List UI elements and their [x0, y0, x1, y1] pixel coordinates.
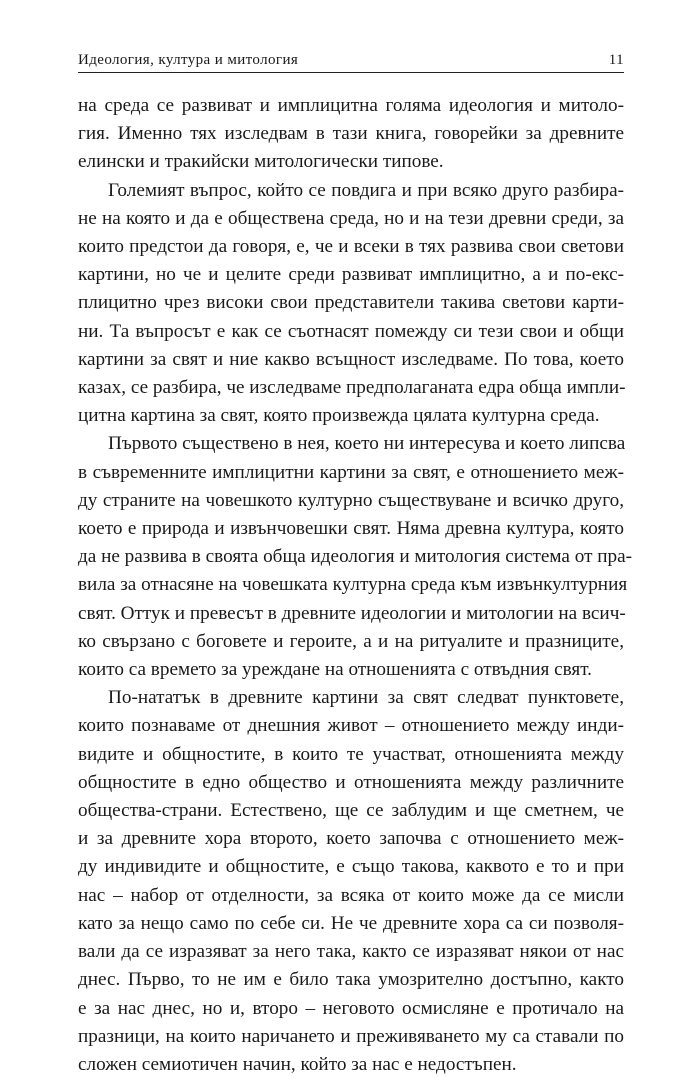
- paragraph: [78, 430, 633, 684]
- text-line: Първото съществено в нея, което ни интересува и което липсва: [108, 433, 626, 455]
- text-line: казах, се разбира, че изследваме предполаганата едра обща импли-: [78, 377, 626, 399]
- text-line: ни. Та въпросът е как се съотнасят помежду си тези свои и общи: [78, 320, 624, 342]
- text-line: По-нататък в древните картини за свят следват пунктовете,: [108, 687, 624, 709]
- text-line: което е природа и извънчовешки свят. Няма древна култура, която: [78, 518, 624, 540]
- text-line: общностите в едно общество и отношенията между различните: [78, 771, 624, 793]
- text-line: празници, на които наричането и преживяването му са ставали по: [78, 1025, 624, 1047]
- text-line: вали да се изразяват за него така, както се изразяват някои от нас: [78, 941, 624, 963]
- text-line: е за нас днес, но и, второ – неговото осмисляне е протичало на: [78, 997, 624, 1019]
- text-line: елински и тракийски митологически типове.: [78, 151, 444, 173]
- text-line: ду страните на човешкото културно съществуване и всичко друго,: [78, 489, 624, 511]
- text-line: вила за отнасяне на човешката културна среда към извънкултурния: [78, 574, 628, 596]
- text-line: ко свързано с боговете и героите, а и на ритуалите и празниците,: [78, 630, 624, 652]
- text-line: гия. Именно тях изследвам в тази книга, говорейки за древните: [78, 123, 624, 145]
- text-line: ду индивидите и общностите, е също такова, каквото е то и при: [78, 856, 624, 878]
- text-line: на среда се развиват и имплицитна голяма идеология и митоло-: [78, 95, 624, 116]
- text-line: Големият въпрос, който се повдига и при всяко друго разбира-: [108, 179, 624, 201]
- text-line: цитна картина за свят, която произвежда цялата културна среда.: [78, 405, 600, 427]
- text-line: да не развива в своята обща идеология и митология система от пра-: [78, 546, 633, 568]
- body-text: [78, 92, 633, 1079]
- page-number: 11: [608, 52, 624, 68]
- text-line: общества-страни. Естествено, ще се заблудим и ще сметнем, че: [78, 800, 624, 822]
- text-line: като за нещо само по себе си. Не че древните хора са си позволя-: [78, 912, 624, 934]
- paragraph: [78, 92, 624, 177]
- text-line: които предстои да говоря, е, че и всеки в тях развива свои светови: [78, 236, 624, 258]
- text-line: в съвременните имплицитни картини за свят, е отношението меж-: [78, 461, 624, 483]
- text-line: и за древните хора второто, което започва с отношението меж-: [78, 828, 624, 850]
- text-line: сложен семиотичен начин, който за нас е недостъпен.: [78, 1053, 517, 1075]
- text-line: плицитно чрез високи свои представители такива светови карти-: [78, 292, 624, 314]
- text-line: видите и общностите, в които те участват, отношенията между: [78, 743, 624, 765]
- text-line: картини за свят и ние какво всъщност изследваме. По това, което: [78, 348, 624, 370]
- text-line: нас – набор от отделности, за всяка от които може да се мисли: [78, 884, 624, 906]
- text-line: днес. Първо, то не им е било така умозрително достъпно, както: [78, 969, 624, 991]
- text-line: които познаваме от днешния живот – отношението между инди-: [78, 715, 624, 737]
- running-header: [78, 52, 624, 69]
- text-line: картини, но че и целите среди развиват имплицитно, а и по-екс-: [78, 264, 624, 286]
- text-line: свят. Оттук и превесът в древните идеологии и митологии на всич-: [78, 602, 626, 624]
- paragraph: [78, 684, 624, 1079]
- header-rule: [78, 72, 624, 73]
- text-line: които са времето за уреждане на отношенията с отвъдния свят.: [78, 659, 592, 681]
- running-title: Идеология, култура и митология: [78, 52, 299, 68]
- paragraph: [78, 177, 624, 431]
- text-line: не на която и да е обществена среда, но и на тези древни среди, за: [78, 207, 624, 229]
